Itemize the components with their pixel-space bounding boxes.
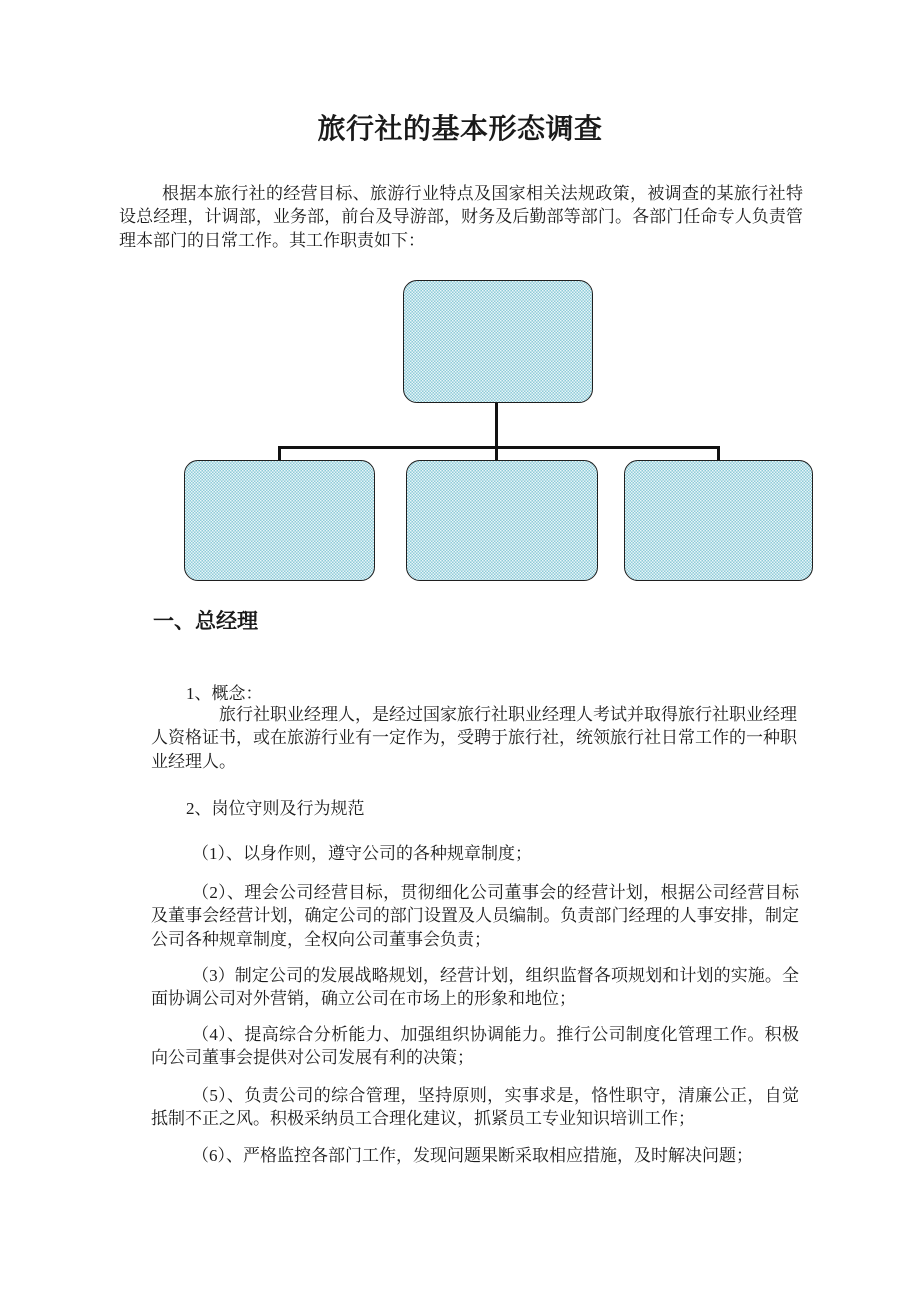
duty-item-5: （5）、负责公司的综合管理，坚持原则，实事求是，恪性职守，清廉公正，自觉抵制不正之风。积极采纳员工合理化建议，抓紧员工专业知识培训工作； [151, 1086, 799, 1129]
connector-horizontal [278, 446, 720, 449]
duty-item-6: （6）、严格监控各部门工作，发现问题果断采取相应措施，及时解决问题； [192, 1146, 753, 1165]
duty-item-3: （3）制定公司的发展战略规划，经营计划，组织监督各项规划和计划的实施。全面协调公司对外营销，确立公司在市场上的形象和地位； [151, 966, 799, 1009]
connector-stem [495, 402, 498, 448]
duty-item-4: （4）、提高综合分析能力、加强组织协调能力。推行公司制度化管理工作。积极向公司董事会提供对公司发展有利的决策； [151, 1025, 799, 1068]
duty-item-1: （1）、以身作则，遵守公司的各种规章制度； [192, 844, 532, 863]
subsection-concept-heading: 1、概念： [186, 684, 263, 703]
org-chart-box-bottom-middle [406, 460, 598, 581]
subsection-rules-heading: 2、岗位守则及行为规范 [186, 799, 365, 818]
org-chart-box-bottom-right [624, 460, 813, 581]
intro-paragraph: 根据本旅行社的经营目标、旅游行业特点及国家相关法规政策，被调查的某旅行社特设总经理，计调部，业务部，前台及导游部，财务及后勤部等部门。各部门任命专人负责管理本部门的日常工作。其工作职责如下： [119, 184, 803, 250]
org-chart-box-top [403, 280, 593, 403]
duty-item-2: （2）、理会公司经营目标，贯彻细化公司董事会的经营计划，根据公司经营目标及董事会经营计划，确定公司的部门设置及人员编制。负责部门经理的人事安排，制定公司各种规章制度，全权向公司董事会负责； [151, 883, 799, 949]
page-title: 旅行社的基本形态调查 [317, 114, 603, 145]
org-chart [0, 0, 920, 600]
concept-paragraph: 旅行社职业经理人，是经过国家旅行社职业经理人考试并取得旅行社职业经理人资格证书，或在旅游行业有一定作为，受聘于旅行社，统领旅行社日常工作的一种职业经理人。 [151, 705, 797, 771]
org-chart-box-bottom-left [184, 460, 375, 581]
section-heading-general-manager: 一、总经理 [153, 609, 258, 633]
